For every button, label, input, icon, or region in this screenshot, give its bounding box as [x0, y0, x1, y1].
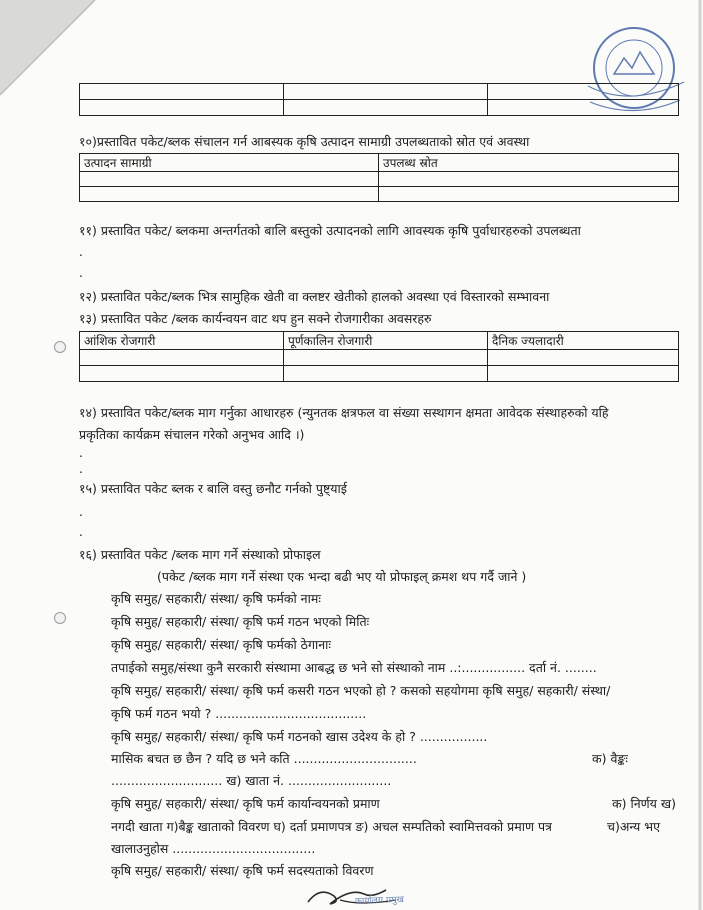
table-cell	[80, 187, 379, 202]
table-cell	[284, 84, 488, 100]
section-10-heading: १०)प्रस्तावित पकेट/ब्लक संचालन गर्न आबस्यक कृषि उत्पादन सामाग्री उपलब्धताको स्रोत एवं अवस्था	[79, 134, 530, 149]
profile-proof-options-start: क) निर्णय ख)	[612, 796, 676, 811]
profile-proof-line-2: नगदी खाता ग)बैङ्क खाताको विवरण घ) दर्ता प्रमाणपत्र ङ) अचल सम्पतिको स्वामित्तवको प्रमाण पत्र	[111, 819, 552, 834]
table-header: दैनिक ज्यलादारी	[488, 332, 679, 350]
table-cell	[284, 100, 488, 116]
profile-objective-field: कृषि समुह/ सहकारी/ संस्था/ कृषि फर्म गठनको खास उदेश्य के हो ? .................	[111, 729, 488, 744]
profile-affiliation-field: तपाईको समुह/संस्था कुनै सरकारी संस्थामा आबद्ध छ भने सो संस्थाको नाम ..:................ दर्ता नं. ........	[111, 660, 597, 675]
table-cell	[80, 84, 284, 100]
table-header: पूर्णकालिन रोजगारी	[284, 332, 488, 350]
table-cell	[80, 172, 379, 187]
table-cell	[379, 187, 679, 202]
punch-hole	[54, 341, 66, 353]
table-header: उपलब्ध स्रोत	[379, 154, 679, 172]
section-14-line-1: १४) प्रस्तावित पकेट/ब्लक माग गर्नुका आधारहरु (न्युनतक क्षत्रफल वा संख्या सस्थागन क्षमता आवेदक संस्थाहरुको यहि	[79, 405, 609, 420]
table-cell	[488, 100, 679, 116]
section-10-table	[79, 153, 679, 202]
profile-formed-date-field: कृषि समुह/ सहकारी/ संस्था/ कृषि फर्म गठन भएको मितिः	[111, 614, 370, 629]
table-cell	[379, 172, 679, 187]
table-cell	[284, 366, 488, 382]
list-bullet: .	[79, 266, 83, 280]
table-cell	[488, 84, 679, 100]
table-cell	[488, 366, 679, 382]
profile-savings-field: मासिक बचत छ छैन ? यदि छ भने कति ...............................	[111, 751, 417, 766]
profile-proof-other: च)अन्य भए	[607, 819, 660, 834]
section-14-line-2: प्रकृतिका कार्यक्रम संचालन गरेको अनुभव आदि ।)	[79, 427, 305, 442]
section-12-heading: १२) प्रस्तावित पकेट/ब्लक भित्र सामुहिक खेती वा क्लष्टर खेतीको हालको अवस्था एवं विस्तारको सम्भावना	[79, 289, 550, 304]
table-header: उत्पादन सामाग्री	[80, 154, 379, 172]
section-15-heading: १५) प्रस्तावित पकेट ब्लक र बालि वस्तु छनौट गर्नको पुष्ट्याई	[79, 481, 347, 496]
list-bullet: .	[79, 245, 83, 259]
table-cell	[284, 350, 488, 366]
punch-hole	[54, 612, 66, 624]
table-cell	[80, 100, 284, 116]
profile-address-field: कृषि समुह/ सहकारी/ संस्था/ कृषि फर्मको ठेगानाः	[111, 637, 331, 652]
top-table	[79, 83, 679, 116]
section-13-heading: १३) प्रस्तावित पकेट /ब्लक कार्यन्वयन वाट थप हुन सक्ने रोजगारीका अवसरहरु	[79, 311, 432, 326]
list-bullet: .	[79, 505, 83, 519]
profile-bank-label: क) वैङ्कः	[592, 751, 628, 766]
profile-how-formed-line-1: कृषि समुह/ सहकारी/ संस्था/ कृषि फर्म कसरी गठन भएको हो ? कसको सहयोगमा कृषि समुह/ सहकारी/ संस्था/	[111, 683, 611, 698]
table-header: आंशिक रोजगारी	[80, 332, 284, 350]
section-13-table	[79, 331, 679, 382]
profile-proof-field: कृषि समुह/ सहकारी/ संस्था/ कृषि फर्म कार्यान्वयनको प्रमाण	[111, 796, 380, 811]
list-bullet: .	[79, 446, 83, 460]
section-16-note: (पकेट /ब्लक माग गर्ने संस्था एक भन्दा बढी भए यो प्रोफाइल् क्रमश थप गर्दै जाने )	[157, 569, 527, 584]
list-bullet: .	[79, 525, 83, 539]
table-cell	[80, 350, 284, 366]
profile-name-field: कृषि समुह/ सहकारी/ संस्था/ कृषि फर्मको नामः	[111, 591, 321, 606]
section-11-heading: ११) प्रस्तावित पकेट/ ब्लकमा अन्तर्गतको बालि बस्तुको उत्पादनको लागि आवस्यक कृषि पुर्वाधारहरुको उपलब्धता	[79, 223, 581, 238]
section-16-heading: १६) प्रस्तावित पकेट /ब्लक माग गर्ने संस्थाको प्रोफाइल	[79, 547, 321, 562]
profile-how-formed-line-2: कृषि फर्म गठन भयो ? ......................................	[111, 706, 367, 721]
table-cell	[80, 366, 284, 382]
profile-proof-line-3: खालाउनुहोस ....................................	[111, 841, 316, 856]
table-cell	[488, 350, 679, 366]
list-bullet: .	[79, 462, 83, 476]
profile-membership-field: कृषि समुह/ सहकारी/ संस्था/ कृषि फर्म सदस्यताको विवरण	[111, 863, 374, 878]
profile-account-line: ............................ ख) खाता नं. ..........................	[111, 773, 392, 788]
signature-stamp-text: कार्यालय प्रमुख	[354, 895, 405, 907]
